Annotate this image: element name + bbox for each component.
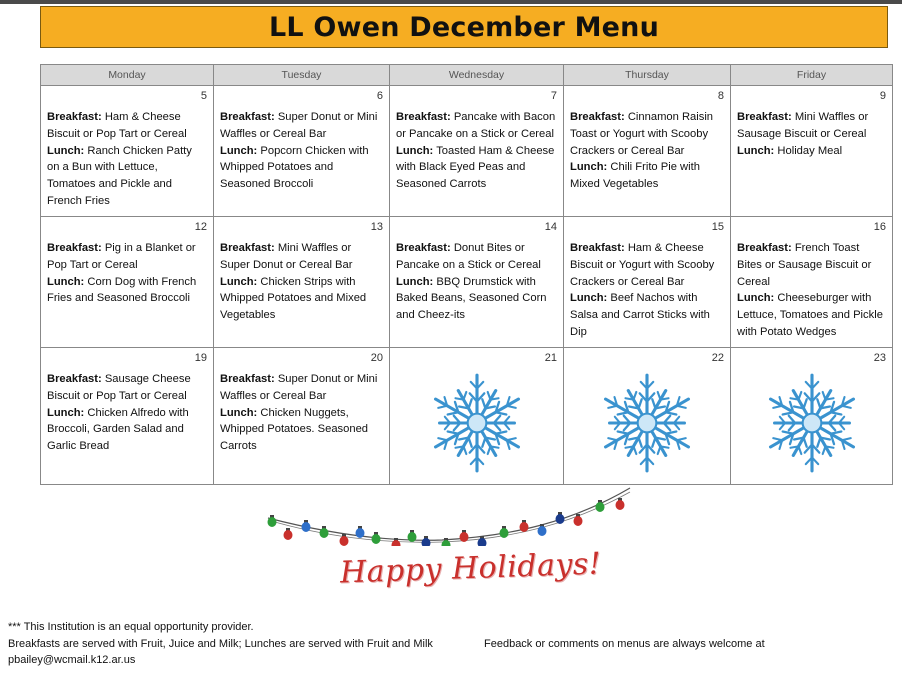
day-cell: [390, 86, 564, 217]
top-border: [0, 0, 902, 4]
day-cell: [41, 348, 214, 485]
lunch-items: Corn Dog with French Fries and Seasoned Broccoli: [47, 275, 197, 305]
day-number: 8: [717, 90, 724, 102]
lunch-label: Lunch:: [220, 144, 258, 157]
breakfast-items: Pig in a Blanket or Pop Tart or Cereal: [47, 242, 196, 271]
lunch-label: Lunch:: [47, 275, 85, 288]
breakfast-items: Mini Waffles or Super Donut or Cereal Bar: [220, 242, 353, 271]
lunch-items: Beef Nachos with Salsa and Carrot Sticks with Dip: [570, 292, 710, 338]
lunch-label: Lunch:: [396, 144, 434, 157]
breakfast-items: Mini Waffles or Sausage Biscuit or Cereal: [737, 111, 869, 140]
day-cell: [214, 348, 390, 485]
day-cell: [214, 86, 390, 217]
breakfast-label: Breakfast:: [47, 373, 102, 385]
lunch-items: Chicken Alfredo with Broccoli, Garden Salad and Garlic Bread: [47, 406, 189, 453]
day-cell: [564, 86, 731, 217]
day-cell: [41, 217, 214, 348]
snowflake-icon: [760, 371, 864, 475]
lunch-label: Lunch:: [396, 275, 434, 288]
lunch-items: Chili Frito Pie with Mixed Vegetables: [570, 161, 700, 191]
weekday-header: Wednesday: [390, 65, 564, 86]
week-row: [41, 348, 893, 485]
day-number: 14: [544, 221, 557, 233]
weekday-header-row: [41, 65, 893, 86]
breakfast-label: Breakfast:: [220, 373, 275, 385]
breakfast-items: Super Donut or Mini Waffles or Cereal Bar: [220, 373, 378, 402]
lunch-entry: [220, 143, 383, 193]
lunch-entry: [220, 405, 383, 455]
day-cell: [564, 348, 731, 485]
lunch-label: Lunch:: [737, 144, 775, 157]
day-number: 23: [873, 352, 886, 364]
breakfast-label: Breakfast:: [737, 111, 792, 123]
day-number: 13: [370, 221, 383, 233]
day-cell: [41, 86, 214, 217]
lunch-entry: [570, 290, 724, 340]
week-row: [41, 86, 893, 217]
day-number: 20: [370, 352, 383, 364]
lunch-label: Lunch:: [47, 406, 85, 419]
weekday-header: Friday: [731, 65, 893, 86]
breakfast-entry: [47, 109, 207, 143]
day-cell: [214, 217, 390, 348]
breakfast-label: Breakfast:: [570, 242, 625, 254]
day-number: 6: [376, 90, 383, 102]
weekday-header: Monday: [41, 65, 214, 86]
day-number: 16: [873, 221, 886, 233]
breakfast-entry: [220, 109, 383, 143]
lunch-items: Chicken Nuggets, Whipped Potatoes. Seasoned Carrots: [220, 406, 369, 453]
breakfast-items: Super Donut or Mini Waffles or Cereal Bar: [220, 111, 378, 140]
breakfast-entry: [570, 109, 724, 159]
breakfast-entry: [396, 240, 557, 274]
lunch-entry: [570, 159, 724, 193]
breakfast-label: Breakfast:: [570, 111, 625, 123]
lunch-entry: [396, 143, 557, 193]
lunch-entry: [47, 274, 207, 308]
lunch-entry: [737, 290, 886, 340]
lunch-items: Cheeseburger with Lettuce, Tomatoes and Pickle with Potato Wedges: [737, 292, 883, 338]
day-cell: [390, 348, 564, 485]
day-cell: [731, 348, 893, 485]
day-cell: [564, 217, 731, 348]
breakfast-items: Ham & Cheese Biscuit or Pop Tart or Cereal: [47, 111, 187, 140]
breakfast-label: Breakfast:: [47, 242, 102, 254]
breakfast-items: Sausage Cheese Biscuit or Pop Tart or Cereal: [47, 373, 191, 402]
day-cell: [731, 86, 893, 217]
lunch-entry: [47, 143, 207, 210]
breakfast-label: Breakfast:: [396, 111, 451, 123]
lunch-items: Ranch Chicken Patty on a Bun with Lettuce, Tomatoes and Pickle and French Fries: [47, 144, 192, 207]
lunch-items: Holiday Meal: [777, 144, 843, 157]
day-number: 7: [550, 90, 557, 102]
lunch-label: Lunch:: [47, 144, 85, 157]
weekday-header: Thursday: [564, 65, 731, 86]
lunch-items: Toasted Ham & Cheese with Black Eyed Peas and Seasoned Carrots: [396, 144, 555, 191]
equal-opportunity-note: *** This Institution is an equal opportunity provider.: [8, 621, 254, 633]
weekday-header: Tuesday: [214, 65, 390, 86]
happy-holidays-text: Happy Holidays!: [339, 546, 602, 591]
breakfast-label: Breakfast:: [220, 111, 275, 123]
day-number: 22: [711, 352, 724, 364]
breakfast-label: Breakfast:: [737, 242, 792, 254]
day-cell: [390, 217, 564, 348]
snowflake-icon: [425, 371, 529, 475]
lunch-label: Lunch:: [737, 292, 775, 305]
day-number: 12: [194, 221, 207, 233]
breakfast-items: Cinnamon Raisin Toast or Yogurt with Scooby Crackers or Cereal Bar: [570, 111, 714, 157]
lunch-entry: [47, 405, 207, 455]
breakfast-entry: [47, 240, 207, 274]
day-number: 15: [711, 221, 724, 233]
lunch-items: Popcorn Chicken with Whipped Potatoes and Seasoned Broccoli: [220, 144, 369, 191]
page-title: LL Owen December Menu: [269, 11, 659, 43]
service-note: Breakfasts are served with Fruit, Juice and Milk; Lunches are served with Fruit and Milk: [8, 638, 433, 650]
breakfast-label: Breakfast:: [396, 242, 451, 254]
breakfast-items: Donut Bites or Pancake on a Stick or Cereal: [396, 242, 541, 271]
breakfast-entry: [737, 240, 886, 290]
day-number: 21: [544, 352, 557, 364]
breakfast-entry: [396, 109, 557, 143]
lunch-label: Lunch:: [570, 292, 608, 305]
lunch-label: Lunch:: [220, 275, 258, 288]
breakfast-entry: [737, 109, 886, 143]
day-number: 9: [879, 90, 886, 102]
snowflake-icon: [595, 371, 699, 475]
breakfast-entry: [220, 371, 383, 405]
breakfast-items: Pancake with Bacon or Pancake on a Stick or Cereal: [396, 111, 556, 140]
feedback-note: Feedback or comments on menus are always welcome at: [484, 638, 765, 650]
day-cell: [731, 217, 893, 348]
string-lights-icon: [262, 484, 634, 546]
menu-calendar: [40, 64, 893, 485]
breakfast-items: Ham & Cheese Biscuit or Yogurt with Scooby Crackers or Cereal Bar: [570, 242, 715, 288]
title-banner: [40, 6, 888, 48]
lunch-entry: [396, 274, 557, 324]
day-number: 5: [200, 90, 207, 102]
breakfast-label: Breakfast:: [47, 111, 102, 123]
lunch-items: Chicken Strips with Whipped Potatoes and Mixed Vegetables: [220, 275, 367, 322]
breakfast-items: French Toast Bites or Sausage Biscuit or Cereal: [737, 242, 872, 288]
lunch-label: Lunch:: [220, 406, 258, 419]
lunch-entry: [220, 274, 383, 324]
week-row: [41, 217, 893, 348]
breakfast-entry: [47, 371, 207, 405]
day-number: 19: [194, 352, 207, 364]
contact-email: pbailey@wcmail.k12.ar.us: [8, 654, 136, 666]
breakfast-entry: [570, 240, 724, 290]
lunch-items: BBQ Drumstick with Baked Beans, Seasoned Corn and Cheez-its: [396, 275, 547, 322]
lunch-entry: [737, 143, 886, 160]
lunch-label: Lunch:: [570, 161, 608, 174]
breakfast-label: Breakfast:: [220, 242, 275, 254]
breakfast-entry: [220, 240, 383, 274]
